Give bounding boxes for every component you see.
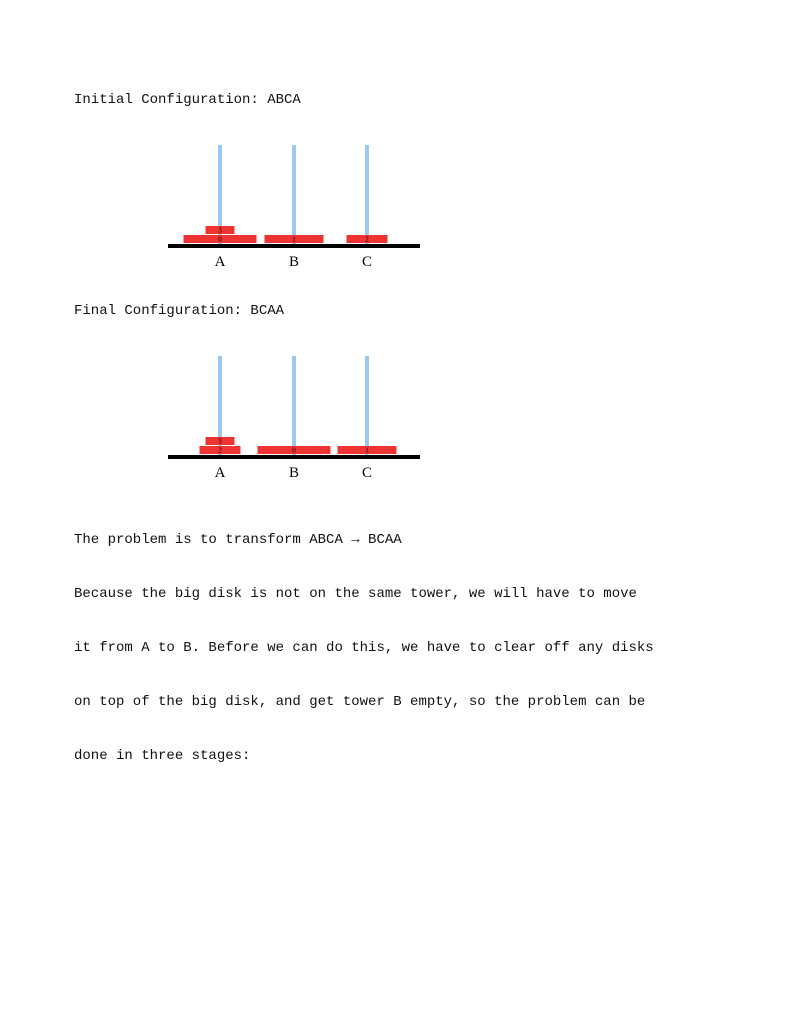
initial-config-title: Initial Configuration: ABCA xyxy=(74,92,301,108)
tower-base xyxy=(168,244,420,248)
tower-base xyxy=(168,455,420,459)
tower-label-a: A xyxy=(214,254,226,270)
text-line: it from A to B. Before we can do this, we have to clear off any disks xyxy=(74,640,654,656)
disk-label-0: 0 xyxy=(292,446,296,455)
final-diagram-svg xyxy=(0,346,791,486)
final-config-title: Final Configuration: BCAA xyxy=(74,303,285,319)
disk-label-3: 3 xyxy=(218,226,222,235)
peg-c xyxy=(365,356,369,455)
initial-tower-diagram xyxy=(0,135,791,275)
text-line: on top of the big disk, and get tower B empty, so the problem can be xyxy=(74,694,646,710)
disk-label-0: 0 xyxy=(218,235,222,244)
disk-label-2: 2 xyxy=(218,446,222,455)
peg-b xyxy=(292,145,296,244)
explanation-text xyxy=(74,495,654,783)
initial-diagram-svg xyxy=(0,135,791,275)
text-line: done in three stages: xyxy=(74,748,251,764)
tower-label-c: C xyxy=(361,465,373,481)
tower-label-c: C xyxy=(361,254,373,270)
text-line: The problem is to transform ABCA → BCAA xyxy=(74,532,402,548)
disk-label-1: 1 xyxy=(292,235,296,244)
tower-label-a: A xyxy=(214,465,226,481)
final-tower-diagram xyxy=(0,346,791,486)
peg-b xyxy=(292,356,296,455)
tower-label-b: B xyxy=(288,465,300,481)
disk-label-1: 1 xyxy=(365,446,369,455)
disk-label-3: 3 xyxy=(218,437,222,446)
text-line: Because the big disk is not on the same tower, we will have to move xyxy=(74,586,637,602)
disk-label-2: 2 xyxy=(365,235,369,244)
tower-label-b: B xyxy=(288,254,300,270)
peg-c xyxy=(365,145,369,244)
